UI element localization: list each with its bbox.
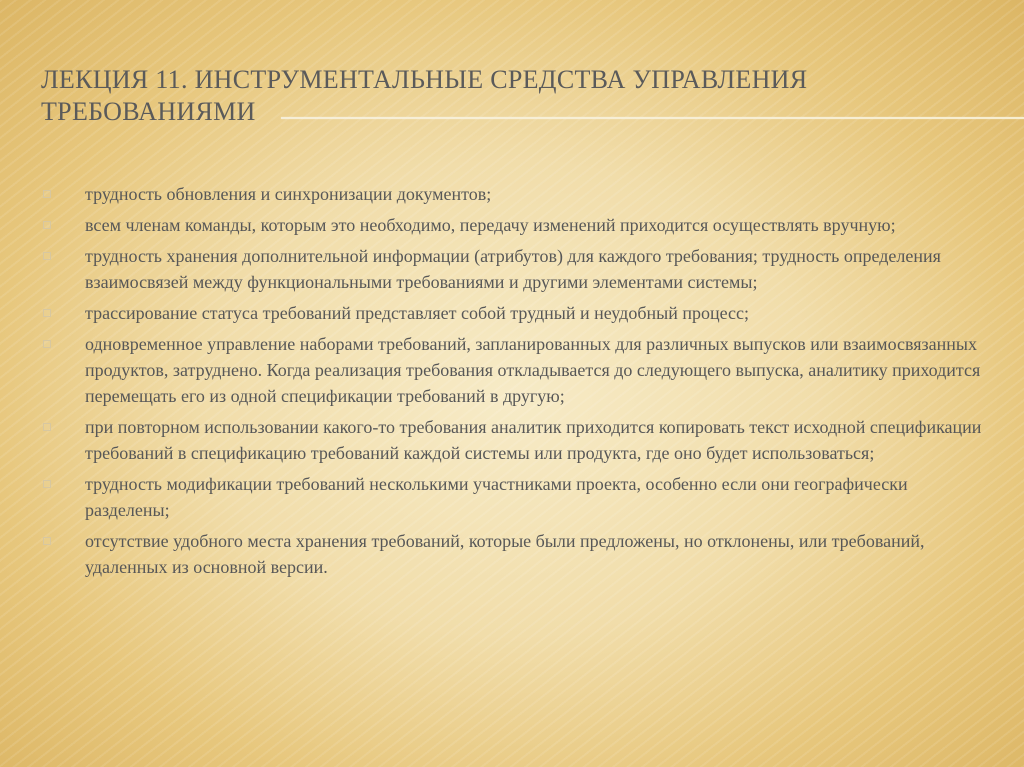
bullet-icon bbox=[43, 480, 51, 488]
list-item-text: трассирование статуса требований представляет собой трудный и неудобный процесс; bbox=[85, 303, 750, 323]
list-item-text: при повторном использовании какого-то требования аналитик приходится копировать текст исходной спецификации требований в спецификацию требований каждой системы или продукта, где оно будет использоваться; bbox=[85, 417, 982, 463]
bullet-icon bbox=[43, 221, 51, 229]
list-item bbox=[43, 528, 993, 580]
list-item-text: трудность обновления и синхронизации документов; bbox=[85, 184, 492, 204]
title-divider bbox=[281, 117, 1024, 119]
list-item bbox=[43, 243, 993, 295]
list-item-text: отсутствие удобного места хранения требований, которые были предложены, но отклонены, или требований, удаленных из основной версии. bbox=[85, 531, 925, 577]
bullet-icon bbox=[43, 309, 51, 317]
list-item bbox=[43, 181, 993, 207]
list-item bbox=[43, 212, 993, 238]
bullet-list bbox=[43, 181, 993, 585]
bullet-icon bbox=[43, 252, 51, 260]
page-title: ЛЕКЦИЯ 11. ИНСТРУМЕНТАЛЬНЫЕ СРЕДСТВА УПРАВЛЕНИЯ ТРЕБОВАНИЯМИ bbox=[41, 65, 808, 126]
list-item-text: трудность хранения дополнительной информации (атрибутов) для каждого требования; трудность определения взаимосвязей между функциональными требованиями и другими элементами системы; bbox=[85, 246, 941, 292]
list-item bbox=[43, 300, 993, 326]
list-item-text: трудность модификации требований несколькими участниками проекта, особенно если они географически разделены; bbox=[85, 474, 908, 520]
list-item bbox=[43, 331, 993, 409]
bullet-icon bbox=[43, 340, 51, 348]
list-item bbox=[43, 414, 993, 466]
list-item bbox=[43, 471, 993, 523]
bullet-icon bbox=[43, 190, 51, 198]
list-item-text: всем членам команды, которым это необходимо, передачу изменений приходится осуществлять вручную; bbox=[85, 215, 896, 235]
bullet-icon bbox=[43, 537, 51, 545]
list-item-text: одновременное управление наборами требований, запланированных для различных выпусков или взаимосвязанных продуктов, затруднено. Когда реализация требования откладывается до следующего выпуска, аналитику приходится перемещать его из одной спецификации требований в другую; bbox=[85, 334, 981, 406]
bullet-icon bbox=[43, 423, 51, 431]
